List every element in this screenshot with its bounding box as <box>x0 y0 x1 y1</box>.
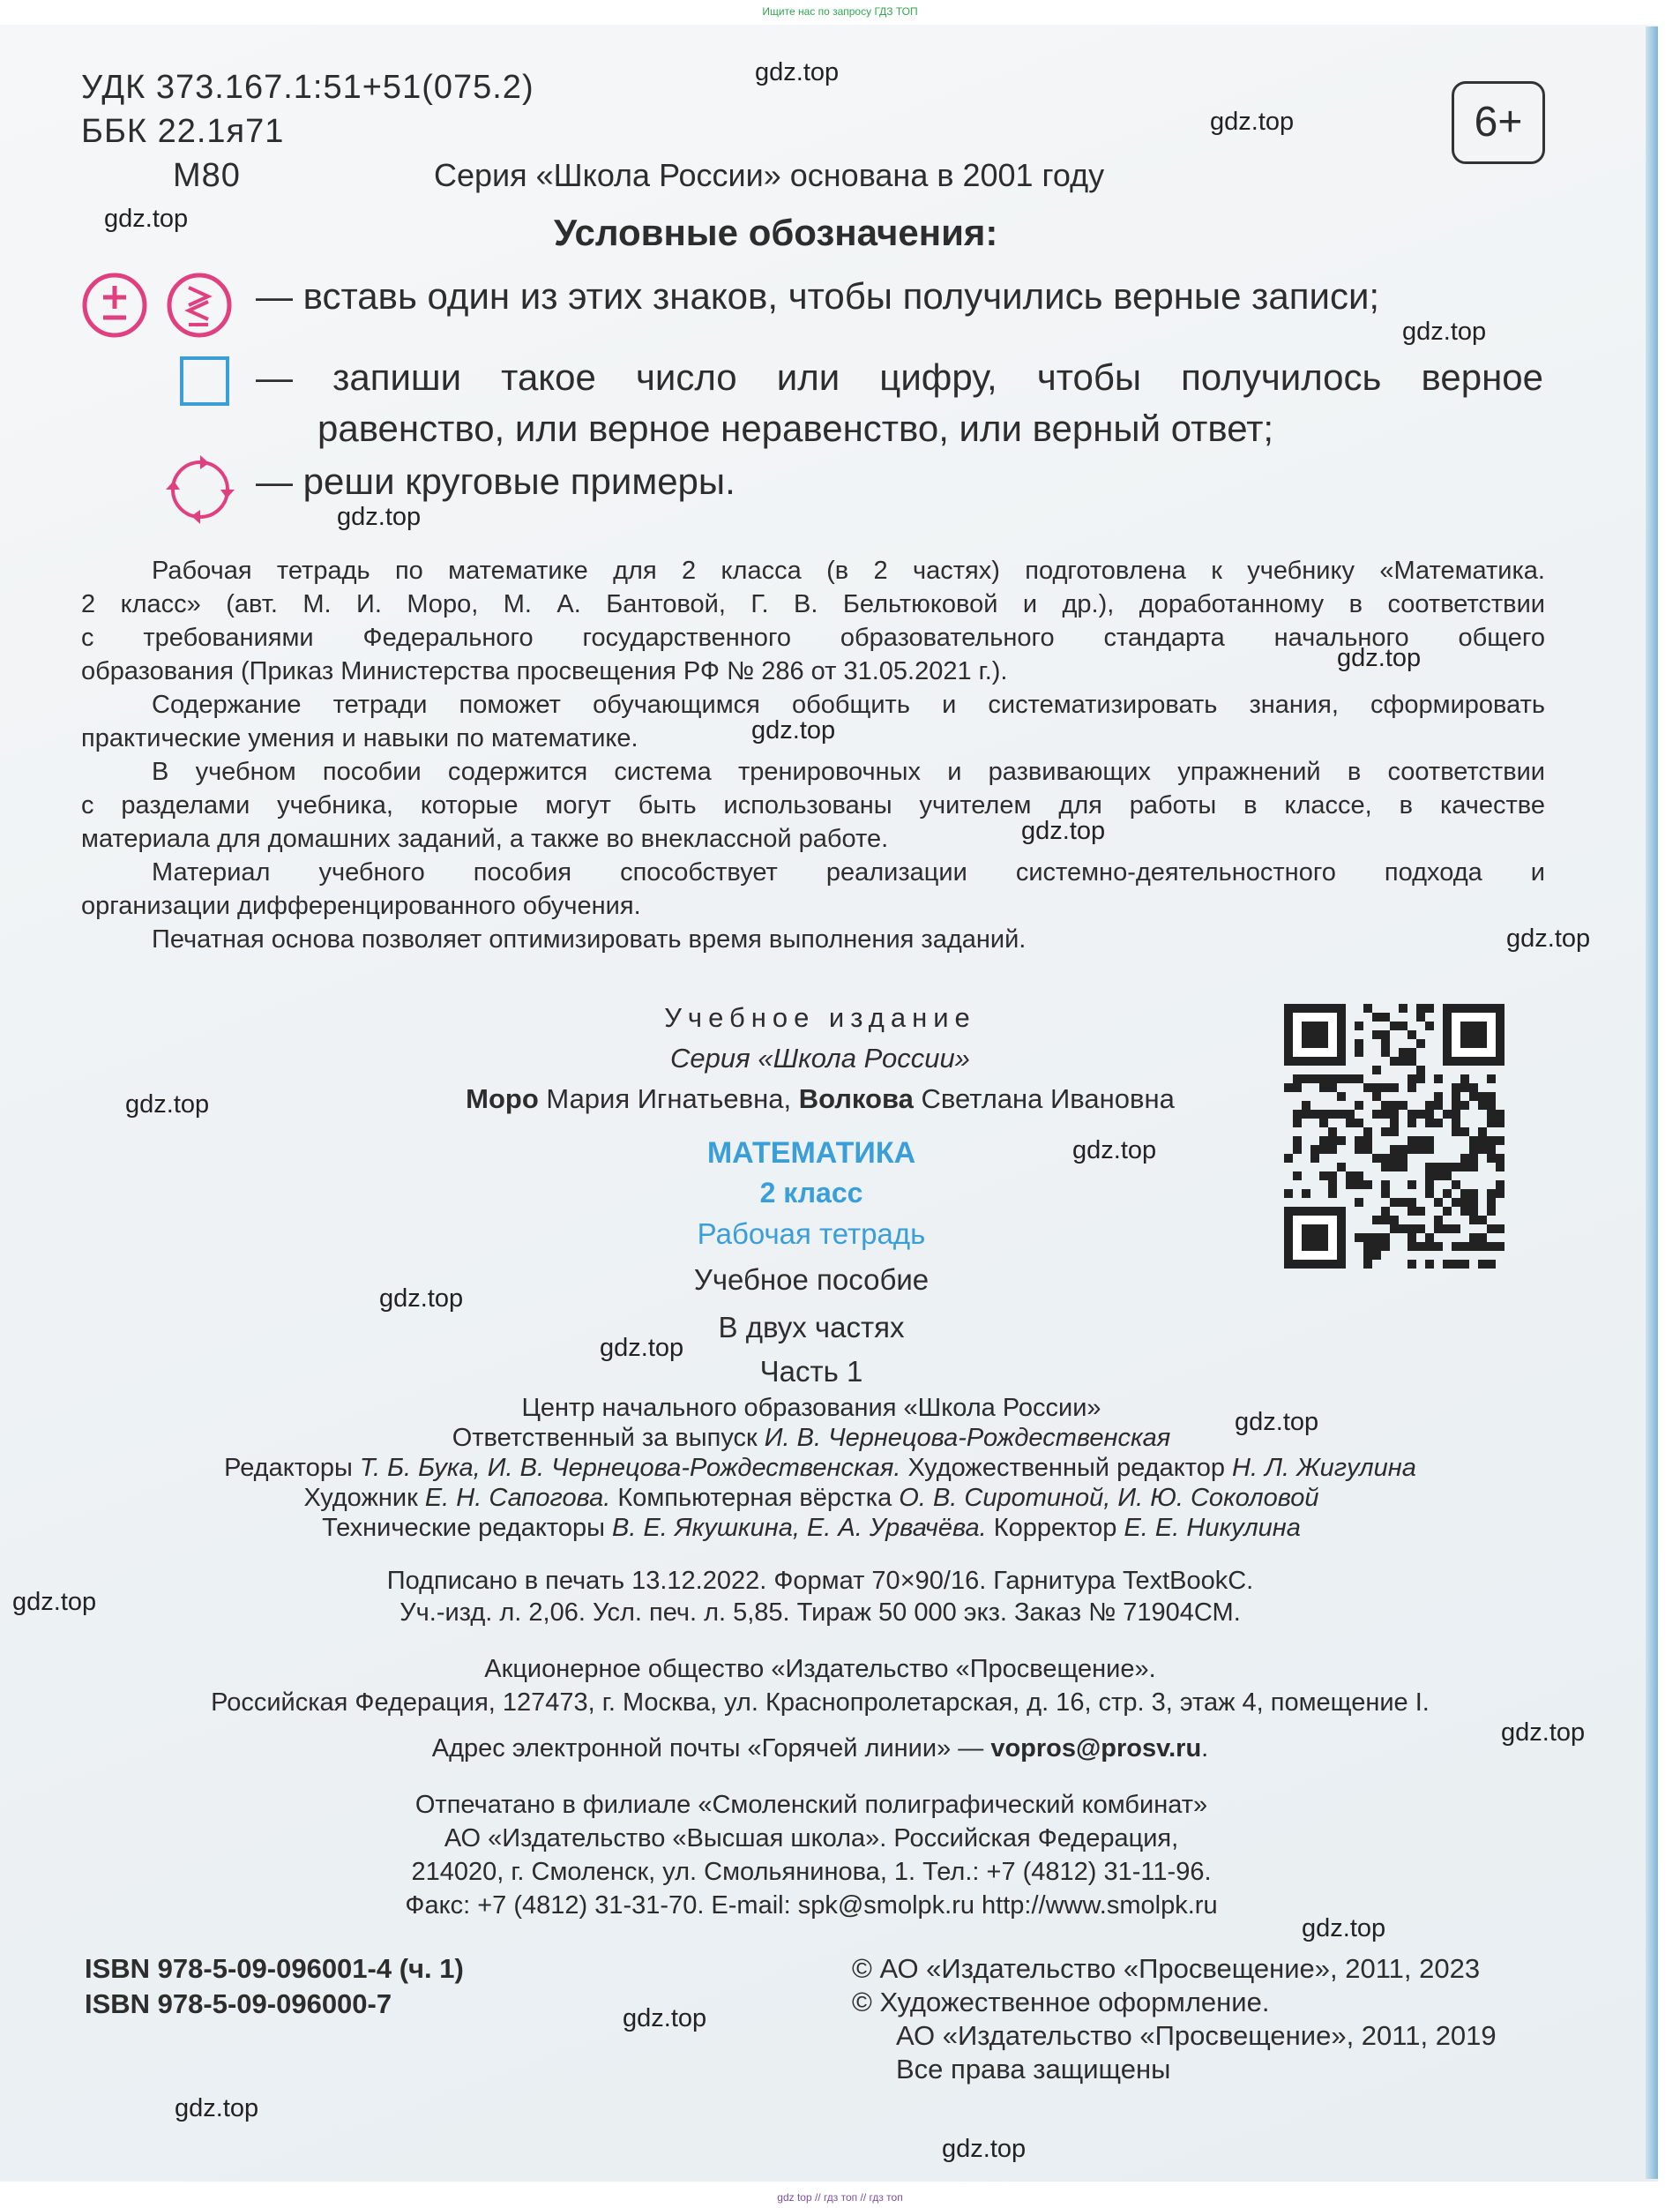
copyright-publisher: © АО «Издательство «Просвещение», 2011, 2023 <box>852 1953 1481 1984</box>
watermark: gdz.top <box>1337 644 1422 672</box>
education-center: Центр начального образования «Школа России» <box>521 1394 1101 1422</box>
series-name: Серия «Школа России» <box>670 1043 970 1074</box>
qr-code[interactable] <box>1284 1004 1505 1269</box>
isbn-part1: ISBN 978-5-09-096001-4 (ч. 1) <box>85 1953 464 1984</box>
author2-name: Светлана Ивановна <box>913 1083 1175 1114</box>
rights-reserved: Все права защищены <box>896 2054 1171 2085</box>
watermark: gdz.top <box>623 2004 707 2032</box>
author2-surname: Волкова <box>798 1083 914 1114</box>
responsible-line <box>0 1424 1623 1453</box>
author-mark: М80 <box>173 157 241 194</box>
signed-to-print: Подписано в печать 13.12.2022. Формат 70×90/16. Гарнитура TextBookC. <box>386 1567 1254 1595</box>
bbk-code: ББК 22.1я71 <box>81 113 285 150</box>
editors-label: Редакторы <box>224 1454 360 1482</box>
empty-box-icon <box>180 356 229 406</box>
hotline-label: Адрес электронной почты «Горячей линии» — <box>431 1734 991 1763</box>
top-note: Ищите нас по запросу ГДЗ ТОП <box>762 5 918 18</box>
artist-label: Художник <box>303 1484 425 1512</box>
author1-surname: Моро <box>466 1083 539 1114</box>
watermark: gdz.top <box>104 205 189 233</box>
book-type: Рабочая тетрадь <box>697 1217 926 1250</box>
watermark: gdz.top <box>1210 108 1295 136</box>
watermark: gdz.top <box>1402 318 1487 346</box>
paragraph-1-line2: 2 класс» (авт. М. И. Моро, М. А. Бантовой, Г. В. Бельтюковой и др.), доработанному в соответствии <box>81 590 1545 618</box>
publisher-address: Российская Федерация, 127473, г. Москва, ул. Краснопролетарская, д. 16, стр. 3, этаж 4, помещение I. <box>211 1688 1430 1717</box>
tech-editors-label: Технические редакторы <box>322 1514 612 1542</box>
watermark: gdz.top <box>1072 1136 1157 1164</box>
editors-names: Т. Б. Бука, И. В. Чернецова-Рождественская. <box>359 1454 901 1482</box>
layout-label: Компьютерная вёрстка <box>610 1484 900 1512</box>
part-number: Часть 1 <box>759 1355 863 1388</box>
watermark: gdz.top <box>1021 817 1106 845</box>
plus-minus-circle-icon <box>79 270 150 341</box>
comparison-circle-icon <box>164 270 235 341</box>
watermark: gdz.top <box>751 716 836 745</box>
watermark: gdz.top <box>125 1090 210 1119</box>
artist-name: Е. Н. Сапогова. <box>424 1484 611 1512</box>
paragraph-3-line2: с разделами учебника, которые могут быть использованы учителем для работы в классе, в качестве <box>81 791 1545 820</box>
publisher-name: Акционерное общество «Издательство «Просвещение». <box>484 1655 1156 1683</box>
circular-arrows-icon <box>162 452 238 528</box>
edition-type: Учебное издание <box>664 1002 976 1033</box>
corrector-label: Корректор <box>986 1514 1124 1542</box>
hotline-email-line <box>0 1734 1640 1763</box>
bottom-note: gdz top // гдз топ // гдз топ <box>777 2191 903 2204</box>
legend-item-signs: — вставь один из этих знаков, чтобы получились верные записи; <box>256 275 1380 317</box>
legend-item-circle: — реши круговые примеры. <box>256 460 735 502</box>
art-editor-label: Художественный редактор <box>900 1454 1233 1482</box>
watermark: gdz.top <box>1302 1914 1386 1942</box>
page-spine-edge <box>1646 26 1658 2179</box>
printed-by-line2: АО «Издательство «Высшая школа». Российская Федерация, <box>444 1824 1179 1852</box>
legend-item-box-line2: равенство, или верное неравенство, или верный ответ; <box>317 408 1274 449</box>
paragraph-1-line1: Рабочая тетрадь по математике для 2 класса (в 2 частях) подготовлена к учебнику «Математика. <box>152 557 1545 585</box>
legend-title: Условные обозначения: <box>554 212 998 253</box>
printed-by-line3: 214020, г. Смоленск, ул. Смольянинова, 1. Тел.: +7 (4812) 31-11-96. <box>411 1858 1212 1886</box>
corrector-name: Е. Е. Никулина <box>1124 1514 1301 1542</box>
copyright-art: © Художественное оформление. <box>852 1987 1270 2017</box>
watermark: gdz.top <box>12 1588 97 1616</box>
watermark: gdz.top <box>1506 924 1591 953</box>
isbn-set: ISBN 978-5-09-096000-7 <box>85 1988 392 2019</box>
hotline-end: . <box>1201 1734 1209 1763</box>
paragraph-5-line1: Печатная основа позволяет оптимизировать время выполнения заданий. <box>152 925 1027 954</box>
watermark: gdz.top <box>942 2135 1027 2163</box>
layout-names: О. В. Сиротиной, И. Ю. Соколовой <box>899 1484 1319 1512</box>
paragraph-4-line1: Материал учебного пособия способствует реализации системно-деятельностного подхода и <box>152 858 1545 887</box>
manual-label: Учебное пособие <box>693 1263 930 1296</box>
printed-by-line4: Факс: +7 (4812) 31-31-70. E-mail: spk@smolpk.ru http://www.smolpk.ru <box>405 1891 1218 1920</box>
parts-label: В двух частях <box>718 1311 905 1344</box>
tech-editors-names: В. Е. Якушкина, Е. А. Урвачёва. <box>611 1514 987 1542</box>
series-founded: Серия «Школа России» основана в 2001 году <box>434 157 1105 193</box>
paragraph-2-line2: практические умения и навыки по математике. <box>81 724 638 752</box>
tech-editors-line <box>0 1514 1623 1543</box>
watermark: gdz.top <box>175 2094 259 2122</box>
responsible-label: Ответственный за выпуск <box>452 1424 765 1452</box>
grade: 2 класс <box>759 1177 863 1209</box>
watermark: gdz.top <box>600 1334 684 1362</box>
watermark: gdz.top <box>1235 1408 1319 1436</box>
art-editor-name: Н. Л. Жигулина <box>1232 1454 1416 1482</box>
watermark: gdz.top <box>1501 1718 1586 1747</box>
hotline-email-link[interactable]: vopros@prosv.ru <box>990 1734 1202 1763</box>
subject-title: МАТЕМАТИКА <box>706 1136 916 1170</box>
responsible-name: И. В. Чернецова-Рождественская <box>764 1424 1171 1452</box>
copyright-art-publisher: АО «Издательство «Просвещение», 2011, 2019 <box>896 2020 1497 2051</box>
editors-line <box>0 1454 1640 1483</box>
paragraph-1-line4: образования (Приказ Министерства просвещения РФ № 286 от 31.05.2021 г.). <box>81 657 1008 685</box>
paragraph-3-line3: материала для домашних заданий, а также во внеклассной работе. <box>81 825 889 853</box>
age-rating-badge: 6+ <box>1452 81 1545 164</box>
printed-by-line1: Отпечатано в филиале «Смоленский полиграфический комбинат» <box>414 1791 1208 1819</box>
author1-name: Мария Игнатьевна, <box>538 1083 799 1114</box>
watermark: gdz.top <box>379 1284 464 1313</box>
paragraph-1-line3: с требованиями Федерального государственного образовательного стандарта начального общего <box>81 624 1545 652</box>
print-specs: Уч.-изд. л. 2,06. Усл. печ. л. 5,85. Тираж 50 000 экз. Заказ № 71904СМ. <box>399 1598 1241 1627</box>
paragraph-4-line2: организации дифференцированного обучения. <box>81 892 641 920</box>
watermark: gdz.top <box>337 503 422 531</box>
watermark: gdz.top <box>755 58 840 86</box>
artist-line <box>0 1484 1623 1513</box>
paragraph-3-line1: В учебном пособии содержится система тренировочных и развивающих упражнений в соответствии <box>152 758 1545 786</box>
udk-code: УДК 373.167.1:51+51(075.2) <box>81 69 534 106</box>
paragraph-2-line1: Содержание тетради поможет обучающимся обобщить и систематизировать знания, сформировать <box>152 691 1545 719</box>
legend-item-box-line1: — запиши такое число или цифру, чтобы получилось верное <box>256 356 1543 398</box>
